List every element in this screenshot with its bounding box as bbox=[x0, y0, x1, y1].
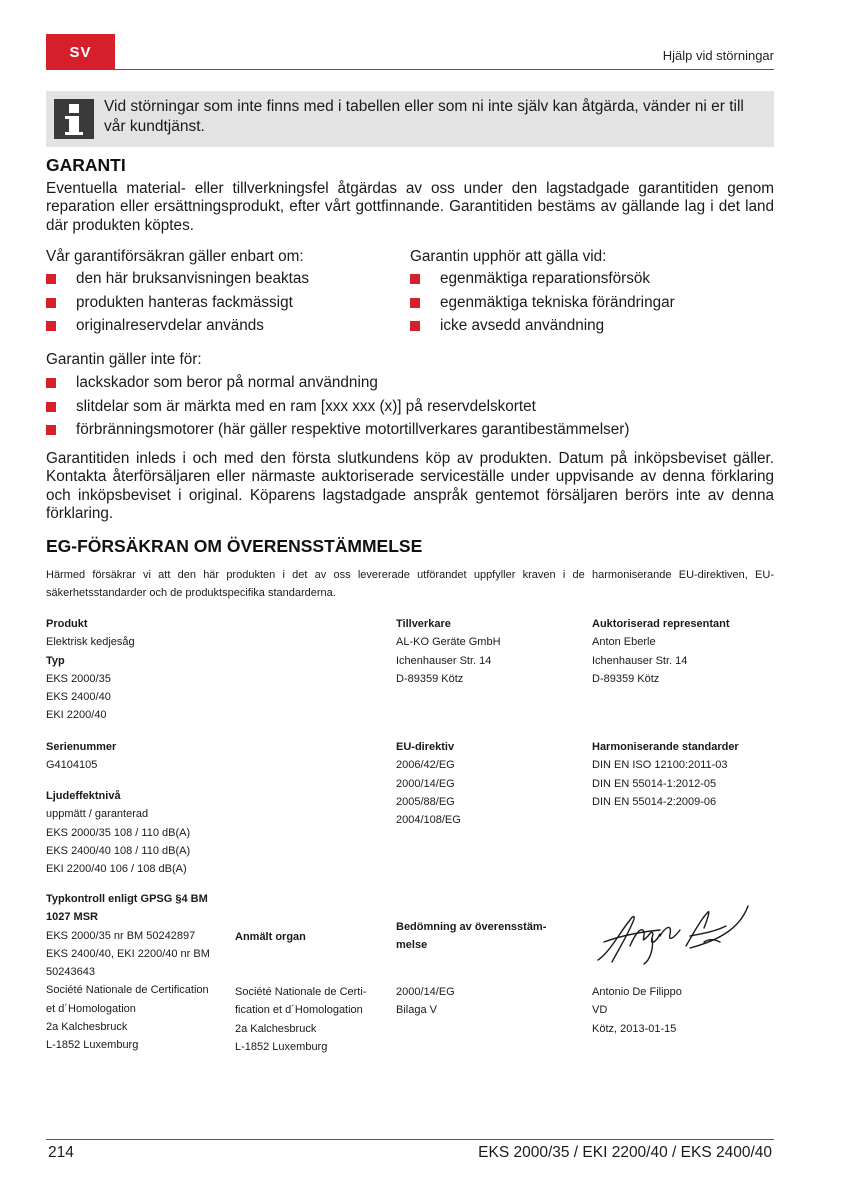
typkontroll-block: Typkontroll enligt GPSG §4 BM 1027 MSR EKS 2000/35 nr BM 50242897 EKS 2400/40, EKI 2200/40 nr BM 50243643 Société Nationale de Certification et d´Homologation 2a Kalchesbruck L-1852 Luxemburg bbox=[46, 890, 210, 1055]
bullet-square-icon bbox=[410, 274, 420, 284]
info-icon bbox=[54, 99, 94, 139]
void-list-title: Garantin upphör att gälla vid: bbox=[410, 248, 607, 265]
produkt-value: Elektrisk kedjesåg bbox=[46, 636, 135, 649]
bedomning-block: 2000/14/EG Bilaga V bbox=[396, 986, 455, 1017]
header-rule bbox=[46, 69, 774, 70]
list-item: förbränningsmotorer (här gäller respektive motortillverkares garantibestämmelser) bbox=[46, 421, 774, 445]
signer-name: Antonio De Filippo bbox=[592, 986, 682, 998]
void-list bbox=[410, 270, 774, 341]
garanti-closing: Garantitiden inleds i och med den första slutkundens köp av produkten. Datum på inköpsbeviset gäller. Kontakta återförsäljaren eller närmaste auktoriserade serviceställe under uppvisande av denna förklaring och inköpsbeviset i original. Köparens lagstadgade anspråk gentemot försäljaren berörs inte av denna förklaring. bbox=[46, 450, 774, 523]
page-number: 214 bbox=[48, 1144, 74, 1161]
direktiv-block: EU-direktiv 2006/42/EG 2000/14/EG 2005/88/EG 2004/108/EG bbox=[396, 738, 461, 829]
garanti-intro: Eventuella material- eller tillverkningsfel åtgärdas av oss under den lagstadgade garantitiden genom reparation eller ersättningsprodukt, efter vårt gottfinnande. Garantitiden bestäms av gällande lag i det land där produkten köptes. bbox=[46, 180, 774, 234]
signature-image bbox=[590, 902, 750, 970]
info-box bbox=[46, 91, 774, 147]
bullet-square-icon bbox=[46, 298, 56, 308]
eg-heading: EG-FÖRSÄKRAN OM ÖVERENSSTÄMMELSE bbox=[46, 536, 423, 556]
serienummer-block bbox=[46, 738, 116, 775]
signer-block bbox=[592, 983, 682, 1038]
standarder-block: Harmoniserande standarder DIN EN ISO 12100:2011-03 DIN EN 55014-1:2012-05 DIN EN 55014-2:2009-06 bbox=[592, 738, 739, 811]
serienummer-label: Serienummer bbox=[46, 741, 117, 753]
bullet-square-icon bbox=[46, 402, 56, 412]
header-title: Hjälp vid störningar bbox=[662, 48, 774, 63]
signer-title: VD bbox=[592, 1004, 608, 1017]
bullet-square-icon bbox=[46, 425, 56, 435]
list-item: produkten hanteras fackmässigt bbox=[46, 294, 386, 318]
bullet-square-icon bbox=[46, 321, 56, 331]
footer-rule bbox=[46, 1139, 774, 1140]
excluded-list-title: Garantin gäller inte för: bbox=[46, 351, 202, 368]
bedomning-label: melse bbox=[396, 939, 428, 952]
signer-place-date: Kötz, 2013-01-15 bbox=[592, 1022, 677, 1035]
excluded-list bbox=[46, 374, 774, 445]
bedomning-label-block bbox=[396, 918, 546, 955]
list-item: egenmäktiga reparationsförsök bbox=[410, 270, 774, 294]
organ-label-block bbox=[235, 928, 306, 946]
typ-value: EKS 2400/40 bbox=[46, 691, 111, 704]
list-item: icke avsedd användning bbox=[410, 317, 774, 341]
list-item: slitdelar som är märkta med en ram [xxx xxx (x)] på reservdelskortet bbox=[46, 398, 774, 422]
typ-value: EKS 2000/35 bbox=[46, 672, 111, 685]
info-text: Vid störningar som inte finns med i tabellen eller som ni inte själv kan åtgärda, vänder ni er till vår kundtjänst. bbox=[104, 98, 744, 135]
list-item: lackskador som beror på normal användning bbox=[46, 374, 774, 398]
ljud-block: Ljudeffektnivå uppmätt / garanterad EKS 2000/35 108 / 110 dB(A) EKS 2400/40 108 / 110 dB(A) EKI 2200/40 106 / 108 dB(A) bbox=[46, 787, 190, 878]
tillverkare-label: Tillverkare bbox=[396, 618, 451, 630]
valid-list-title: Vår garantiförsäkran gäller enbart om: bbox=[46, 248, 304, 265]
list-item: originalreservdelar används bbox=[46, 317, 386, 341]
bullet-square-icon bbox=[410, 321, 420, 331]
typ-label: Typ bbox=[46, 654, 65, 667]
produkt-block bbox=[46, 615, 135, 725]
typkontroll-label: Typkontroll enligt GPSG §4 BM bbox=[46, 893, 208, 905]
representant-label: Auktoriserad representant bbox=[592, 618, 730, 630]
bullet-square-icon bbox=[46, 274, 56, 284]
typ-value: EKI 2200/40 bbox=[46, 709, 107, 722]
bullet-square-icon bbox=[410, 298, 420, 308]
organ-block: Société Nationale de Certi- fication et d´Homologation 2a Kalchesbruck L-1852 Luxemburg bbox=[235, 986, 367, 1053]
eg-intro: Härmed försäkrar vi att den här produkten i det av oss levererade utförandet uppfyller kraven i de harmoniserande EU-direktiven, EU-säkerhetsstandarder och de produktspecifika standarderna. bbox=[46, 569, 774, 600]
produkt-label: Produkt bbox=[46, 618, 88, 630]
list-item: egenmäktiga tekniska förändringar bbox=[410, 294, 774, 318]
footer-models: EKS 2000/35 / EKI 2200/40 / EKS 2400/40 bbox=[478, 1144, 772, 1161]
organ-label: Anmält organ bbox=[235, 931, 306, 943]
bedomning-label: Bedömning av överensstäm- bbox=[396, 921, 547, 933]
garanti-heading: GARANTI bbox=[46, 155, 126, 175]
representant-block: Auktoriserad representant Anton Eberle Ichenhauser Str. 14 D-89359 Kötz bbox=[592, 615, 730, 688]
language-tab: SV bbox=[46, 34, 115, 70]
valid-list bbox=[46, 270, 386, 341]
ljud-label: Ljudeffektnivå bbox=[46, 790, 121, 802]
standarder-label: Harmoniserande standarder bbox=[592, 741, 739, 753]
bullet-square-icon bbox=[46, 378, 56, 388]
list-item: den här bruksanvisningen beaktas bbox=[46, 270, 386, 294]
serienummer-value: G4104105 bbox=[46, 759, 98, 772]
tillverkare-block: Tillverkare AL-KO Geräte GmbH Ichenhauser Str. 14 D-89359 Kötz bbox=[396, 615, 501, 688]
typkontroll-label: 1027 MSR bbox=[46, 911, 98, 924]
direktiv-label: EU-direktiv bbox=[396, 741, 455, 753]
